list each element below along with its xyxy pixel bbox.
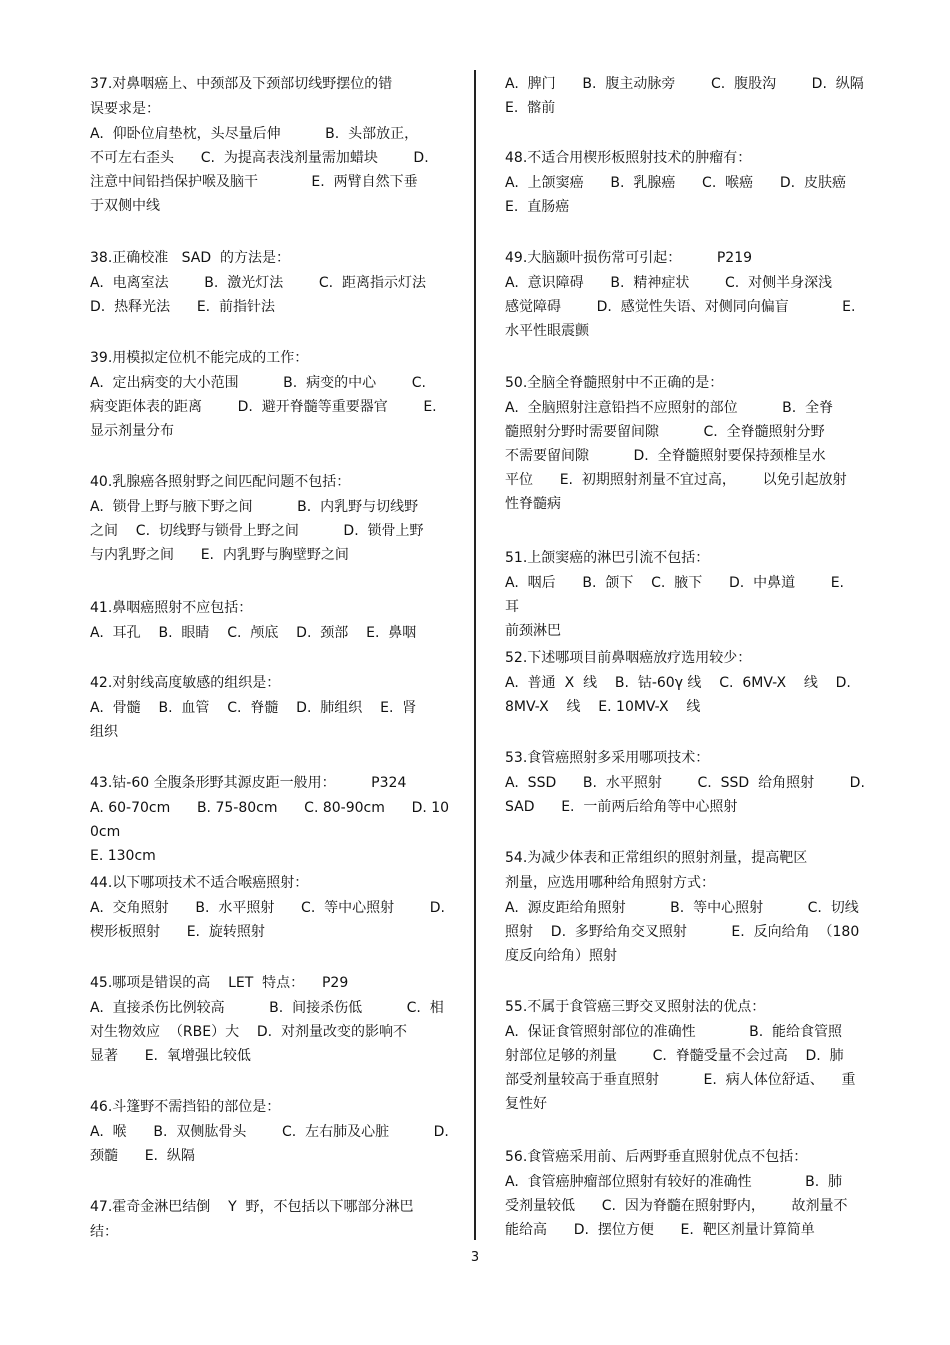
question-block	[505, 746, 865, 819]
answer-options-line: A. 直接杀伤比例较高 B. 间接杀伤低 C. 相	[90, 1000, 444, 1016]
question-stem-line: 剂量，应选用哪种给角照射方式：	[505, 875, 715, 891]
question-block	[505, 246, 865, 343]
answer-options-line: D. 热释光法 E. 前指针法	[90, 299, 276, 315]
question-block	[505, 995, 865, 1116]
answer-options-line: 注意中间铅挡保护喉及脑干 E. 两臂自然下垂	[90, 174, 418, 190]
answer-options-line: 显示剂量分布	[90, 423, 174, 439]
answer-options-line: 水平性眼震颤	[505, 323, 589, 339]
column-divider	[474, 70, 476, 1240]
page-number: 3	[470, 1250, 480, 1265]
answer-options-line: 度反向给角）照射	[505, 948, 617, 964]
answer-options-line: 能给高 D. 摆位方便 E. 靶区剂量计算简单	[505, 1222, 815, 1238]
answer-options-line: 颈髓 E. 纵隔	[90, 1148, 195, 1164]
question-stem-line: 43.钴-60 全腹条形野其源皮距一般用： P324	[90, 775, 407, 791]
question-block	[505, 72, 865, 120]
question-block	[90, 596, 450, 645]
question-block	[90, 246, 450, 319]
question-block	[505, 1145, 865, 1242]
answer-options-line: 照射 D. 多野给角交叉照射 E. 反向给角 （180	[505, 924, 860, 940]
answer-options-line: E. 髂前	[505, 100, 556, 116]
question-block	[90, 346, 450, 443]
question-stem-line: 52.下述哪项目前鼻咽癌放疗选用较少：	[505, 650, 752, 666]
answer-options-line: A. 咽后 B. 颌下 C. 腋下 D. 中鼻道 E. 耳	[505, 575, 853, 615]
question-block	[505, 546, 865, 643]
answer-options-line: A. 定出病变的大小范围 B. 病变的中心 C.	[90, 375, 426, 391]
question-stem-line: 49.大脑颞叶损伤常可引起： P219	[505, 250, 753, 266]
answer-options-line: A. 源皮距给角照射 B. 等中心照射 C. 切线	[505, 900, 859, 916]
answer-options-line: 平位 E. 初期照射剂量不宜过高， 以免引起放射	[505, 472, 847, 488]
question-stem-line: 50.全脑全脊髓照射中不正确的是：	[505, 375, 724, 391]
answer-options-line: 楔形板照射 E. 旋转照射	[90, 924, 265, 940]
question-block	[90, 771, 450, 868]
question-block	[90, 971, 450, 1068]
answer-options-line: A. 上颌窦癌 B. 乳腺癌 C. 喉癌 D. 皮肤癌	[505, 175, 846, 191]
answer-options-line: E. 130cm	[90, 848, 156, 864]
answer-options-line: A. 耳孔 B. 眼睛 C. 颅底 D. 颈部 E. 鼻咽	[90, 625, 417, 641]
answer-options-line: A. 电离室法 B. 激光灯法 C. 距离指示灯法	[90, 275, 426, 291]
answer-options-line: A. 普通 X 线 B. 钴-60γ 线 C. 6MV-X 线 D.	[505, 675, 851, 691]
answer-options-line: 不需要留间隙 D. 全脊髓照射要保持颈椎呈水	[505, 448, 826, 464]
question-block	[90, 470, 450, 567]
answer-options-line: A. 意识障碍 B. 精神症状 C. 对侧半身深浅	[505, 275, 833, 291]
question-stem-line: 55.不属于食管癌三野交叉照射法的优点：	[505, 999, 766, 1015]
question-stem-line: 56.食管癌采用前、后两野垂直照射优点不包括：	[505, 1149, 808, 1165]
question-stem-line: 53.食管癌照射多采用哪项技术：	[505, 750, 710, 766]
question-stem-line: 45.哪项是错误的高 LET 特点： P29	[90, 975, 349, 991]
question-block	[505, 846, 865, 968]
answer-options-line: A. 脾门 B. 腹主动脉旁 C. 腹股沟 D. 纵隔	[505, 76, 864, 92]
question-stem-line: 40.乳腺癌各照射野之间匹配问题不包括：	[90, 474, 351, 490]
answer-options-line: A. 锁骨上野与腋下野之间 B. 内乳野与切线野	[90, 499, 419, 515]
question-stem-line: 42.对射线高度敏感的组织是：	[90, 675, 281, 691]
question-block	[90, 72, 450, 218]
answer-options-line: 对生物效应 （RBE）大 D. 对剂量改变的影响不	[90, 1024, 408, 1040]
answer-options-line: 8MV-X 线 E. 10MV-X 线	[505, 699, 701, 715]
answer-options-line: 不可左右歪头 C. 为提高表浅剂量需加蜡块 D.	[90, 150, 429, 166]
question-stem-line: 39.用模拟定位机不能完成的工作：	[90, 350, 309, 366]
answer-options-line: 前颈淋巴	[505, 623, 561, 639]
question-stem-line: 51.上颌窦癌的淋巴引流不包括：	[505, 550, 710, 566]
question-stem-line: 54.为减少体表和正常组织的照射剂量，提高靶区	[505, 850, 808, 866]
answer-options-line: 组织	[90, 724, 118, 740]
answer-options-line: A. 交角照射 B. 水平照射 C. 等中心照射 D.	[90, 900, 445, 916]
answer-options-line: E. 直肠癌	[505, 199, 570, 215]
question-stem-line: 48.不适合用楔形板照射技术的肿瘤有：	[505, 150, 752, 166]
question-stem-line: 37.对鼻咽癌上、中颈部及下颈部切线野摆位的错	[90, 76, 393, 92]
question-stem-line: 47.霍奇金淋巴结倒 Y 野，不包括以下哪部分淋巴	[90, 1199, 414, 1215]
answer-options-line: A. 60-70cm B. 75-80cm C. 80-90cm D. 100cm	[90, 800, 450, 840]
answer-options-line: 射部位足够的剂量 C. 脊髓受量不会过高 D. 肺	[505, 1048, 844, 1064]
answer-options-line: 显著 E. 氧增强比较低	[90, 1048, 251, 1064]
answer-options-line: 感觉障碍 D. 感觉性失语、对侧同向偏盲 E.	[505, 299, 856, 315]
answer-options-line: A. SSD B. 水平照射 C. SSD 给角照射 D.	[505, 775, 865, 791]
answer-options-line: 复性好	[505, 1096, 547, 1112]
answer-options-line: 受剂量较低 C. 因为脊髓在照射野内， 故剂量不	[505, 1198, 848, 1214]
answer-options-line: 于双侧中线	[90, 198, 160, 214]
question-block	[90, 1095, 450, 1168]
answer-options-line: A. 骨髓 B. 血管 C. 脊髓 D. 肺组织 E. 肾	[90, 700, 417, 716]
question-stem-line: 误要求是：	[90, 101, 160, 117]
answer-options-line: A. 全脑照射注意铅挡不应照射的部位 B. 全脊	[505, 400, 834, 416]
question-stem-line: 结：	[90, 1224, 118, 1240]
question-block	[90, 1195, 450, 1245]
answer-options-line: A. 喉 B. 双侧肱骨头 C. 左右肺及心脏 D.	[90, 1124, 449, 1140]
answer-options-line: A. 食管癌肿瘤部位照射有较好的准确性 B. 肺	[505, 1174, 843, 1190]
answer-options-line: 部受剂量较高于垂直照射 E. 病人体位舒适、 重	[505, 1072, 856, 1088]
answer-options-line: 与内乳野之间 E. 内乳野与胸壁野之间	[90, 547, 349, 563]
question-stem-line: 44.以下哪项技术不适合喉癌照射：	[90, 875, 309, 891]
question-block	[90, 671, 450, 744]
question-block	[505, 646, 865, 719]
answer-options-line: 髓照射分野时需要留间隙 C. 全脊髓照射分野	[505, 424, 825, 440]
answer-options-line: A. 仰卧位肩垫枕，头尽量后伸 B. 头部放正，	[90, 126, 419, 142]
question-block	[505, 146, 865, 219]
question-block	[90, 871, 450, 944]
question-stem-line: 46.斗篷野不需挡铅的部位是：	[90, 1099, 281, 1115]
question-stem-line: 38.正确校准 SAD 的方法是：	[90, 250, 291, 266]
question-block	[505, 371, 865, 516]
answer-options-line: 病变距体表的距离 D. 避开脊髓等重要器官 E.	[90, 399, 437, 415]
answer-options-line: 性脊髓病	[505, 496, 561, 512]
answer-options-line: 之间 C. 切线野与锁骨上野之间 D. 锁骨上野	[90, 523, 424, 539]
answer-options-line: SAD E. 一前两后给角等中心照射	[505, 799, 738, 815]
question-stem-line: 41.鼻咽癌照射不应包括：	[90, 600, 253, 616]
answer-options-line: A. 保证食管照射部位的准确性 B. 能给食管照	[505, 1024, 843, 1040]
